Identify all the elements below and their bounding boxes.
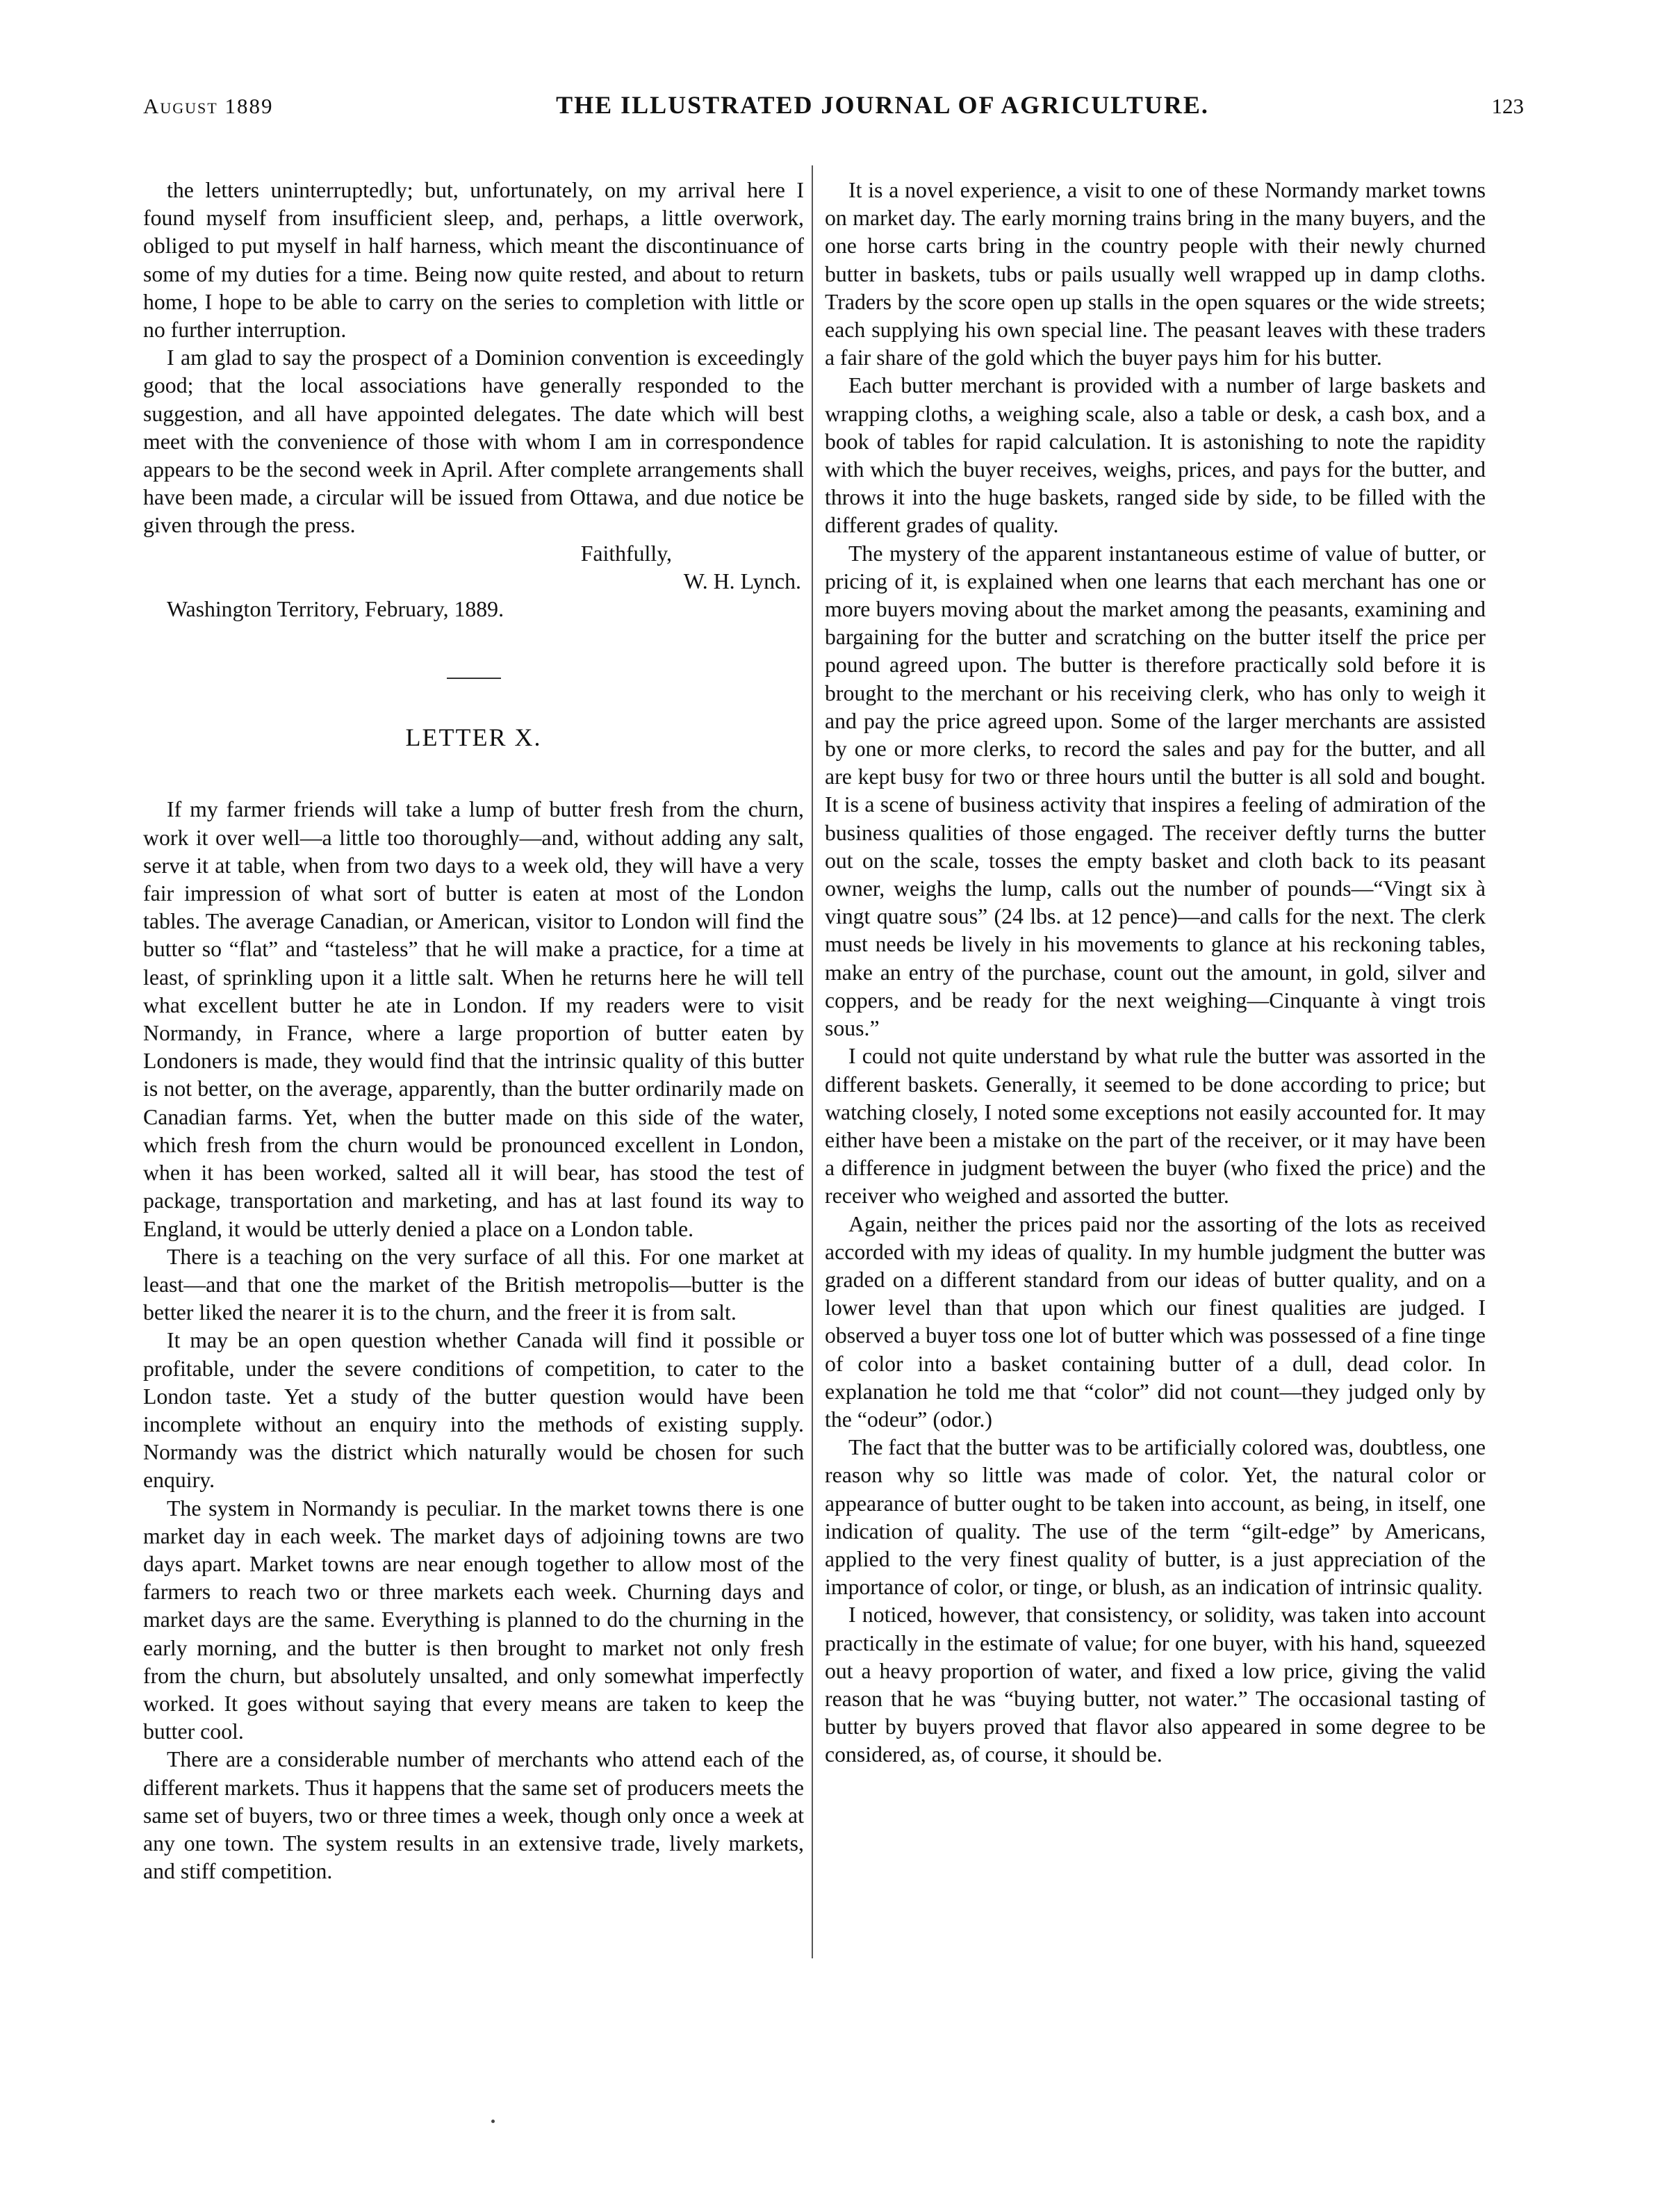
- letter-closing: Faithfully,: [580, 541, 672, 566]
- paragraph: I could not quite understand by what rule the butter was assorted in the different baskets. Generally, it seemed to be done according to price; but watching closely, I noted some exceptions not easily accounted for. It may either have been a mistake on the part of the receiver, or it may have been a difference in judgment between the buyer (who fixed the price) and the receiver who weighed and assorted the butter.: [825, 1044, 1486, 1209]
- paragraph: I am glad to say the prospect of a Dominion convention is exceedingly good; that the local associations have generally responded to the suggestion, and all have appointed delegates. The date which will best meet with the convenience of those with whom I am in correspondence appears to be the second week in April. After complete arrangements shall have been made, a circular will be issued from Ottawa, and due notice be given through the press.: [143, 345, 804, 538]
- paragraph: There are a considerable number of merchants who attend each of the different markets. Thus it happens that the same set of producers meets the same set of buyers, two or three times a week, though only once a week at any one town. The system results in an extensive trade, lively markets, and stiff competition.: [143, 1747, 804, 1884]
- paragraph: Each butter merchant is provided with a number of large baskets and wrapping cloths, a weighing scale, also a table or desk, a cash box, and a book of tables for rapid calculation. It is astonishing to note the rapidity with which the buyer receives, weighs, prices, and pays for the butter, and throws it into the huge baskets, ranged side by side, to be filled with the different grades of quality.: [825, 373, 1486, 538]
- journal-title: THE ILLUSTRATED JOURNAL OF AGRICULTURE.: [556, 91, 1209, 119]
- header-date: August 1889: [143, 94, 274, 118]
- paragraph: The mystery of the apparent instantaneous estime of value of butter, or pricing of it, is explained when one learns that each merchant has one or more buyers moving about the market among the peasants, examining and bargaining for the butter and scratching on the butter itself the price per pound agreed upon. The butter is therefore practically sold before it is brought to the merchant or his receiving clerk, who has only to weigh it and pay the price agreed upon. Some of the larger merchants are assisted by one or more clerks, to record the sales and pay for the butter, and all are kept busy for two or three hours until the butter is all sold and bought. It is a scene of business activity that inspires a feeling of admiration of the business qualities of those engaged. The receiver deftly turns the butter out on the scale, tosses the empty basket and cloth back to its peasant owner, weighs the lump, calls out the number of pounds—“Vingt six à vingt quatre sous” (24 lbs. at 12 pence)—and calls for the next. The clerk must needs be lively in his movements to glance at his reckoning tables, make an entry of the purchase, count out the amount, in gold, silver and coppers, and be ready for the next weighing—Cinquante à vingt trois sous.”: [825, 541, 1486, 1041]
- paragraph: the letters uninterruptedly; but, unfortunately, on my arrival here I found myself from insufficient sleep, and, perhaps, a little overwork, obliged to put myself in half harness, which meant the discontinuance of some of my duties for a time. Being now quite rested, and about to return home, I hope to be able to carry on the series to completion with little or no further interruption.: [143, 178, 804, 343]
- paragraph: There is a teaching on the very surface of all this. For one market at least—and that one the market of the British metropolis—butter is the better liked the nearer it is to the churn, and the freer it is from salt.: [143, 1244, 804, 1325]
- section-divider: [447, 678, 501, 679]
- ink-dot: [491, 2120, 495, 2123]
- paragraph: The system in Normandy is peculiar. In the market towns there is one market day in each week. The market days of adjoining towns are two days apart. Market towns are near enough together to allow most of the farmers to reach two or three markets each week. Churning days and market days are the same. Everything is planned to do the churning in the early morning, and the butter is then brought to market not only fresh from the churn, but absolutely unsalted, and only somewhat imperfectly worked. It goes without saying that every means are taken to keep the butter cool.: [143, 1496, 804, 1744]
- letter-place-date: Washington Territory, February, 1889.: [167, 597, 504, 622]
- paragraph: The fact that the butter was to be artificially colored was, doubtless, one reason why so little was made of color. Yet, the natural color or appearance of butter ought to be taken into account, as being, in itself, one indication of quality. The use of the term “gilt-edge” by Americans, applied to the very finest quality of butter, is a just appreciation of the importance of color, or tinge, or blush, as an indication of intrinsic quality.: [825, 1435, 1486, 1600]
- section-title: LETTER X.: [405, 723, 542, 752]
- paragraph: If my farmer friends will take a lump of butter fresh from the churn, work it over well—a little too thoroughly—and, without adding any salt, serve it at table, when from two days to a week old, they will have a very fair impression of what sort of butter is eaten at most of the London tables. The average Canadian, or American, visitor to London will find the butter so “flat” and “tasteless” that he will make a practice, for a time at least, of sprinkling upon it a little salt. When he returns here he will tell what excellent butter he ate in London. If my readers were to visit Normandy, in France, where a large proportion of butter eaten by Londoners is made, they would find that the intrinsic quality of this butter is not better, on the average, apparently, than the butter ordinarily made on Canadian farms. Yet, when the butter made on this side of the water, which fresh from the churn would be pronounced excellent in London, when it has been worked, salted all it will bear, has stood the test of package, transportation and marketing, and has at last found its way to England, it would be utterly denied a place on a London table.: [143, 797, 804, 1241]
- paragraph: I noticed, however, that consistency, or solidity, was taken into account practically in the estimate of value; for one buyer, with his hand, squeezed out a heavy proportion of water, and fixed a low price, giving the valid reason that he was “buying butter, not water.” The occasional tasting of butter by buyers proved that flavor also appeared in some degree to be considered, as, of course, it should be.: [825, 1603, 1486, 1767]
- paragraph: It may be an open question whether Canada will find it possible or profitable, under the severe conditions of competition, to cater to the London taste. Yet a study of the butter question would have been incomplete without an enquiry into the methods of existing supply. Normandy was the district which naturally would be chosen for such enquiry.: [143, 1328, 804, 1493]
- paragraph: It is a novel experience, a visit to one of these Normandy market towns on market day. The early morning trains bring in the many buyers, and the one horse carts bring in the country people with their newly churned butter in baskets, tubs or pails usually well wrapped up in damp cloths. Traders by the score open up stalls in the open squares or the wide streets; each supplying his own special line. The peasant leaves with these traders a fair share of the gold which the buyer pays him for his butter.: [825, 178, 1486, 370]
- left-column: [143, 177, 804, 1885]
- right-column: [825, 177, 1486, 1769]
- running-header: [143, 90, 1524, 132]
- letter-signature: W. H. Lynch.: [683, 568, 801, 593]
- paragraph: Again, neither the prices paid nor the assorting of the lots as received accorded with my ideas of quality. In my humble judgment the butter was graded on a different standard from our ideas of butter quality, and on a lower level than that upon which our finest qualities are judged. I observed a buyer toss one lot of butter which was possessed of a fine tinge of color into a basket containing butter of a dull, dead color. In explanation he told me that “color” did not count—they judged only by the “odeur” (odor.): [825, 1211, 1486, 1432]
- column-divider: [812, 165, 813, 1958]
- page-number: 123: [1491, 94, 1524, 118]
